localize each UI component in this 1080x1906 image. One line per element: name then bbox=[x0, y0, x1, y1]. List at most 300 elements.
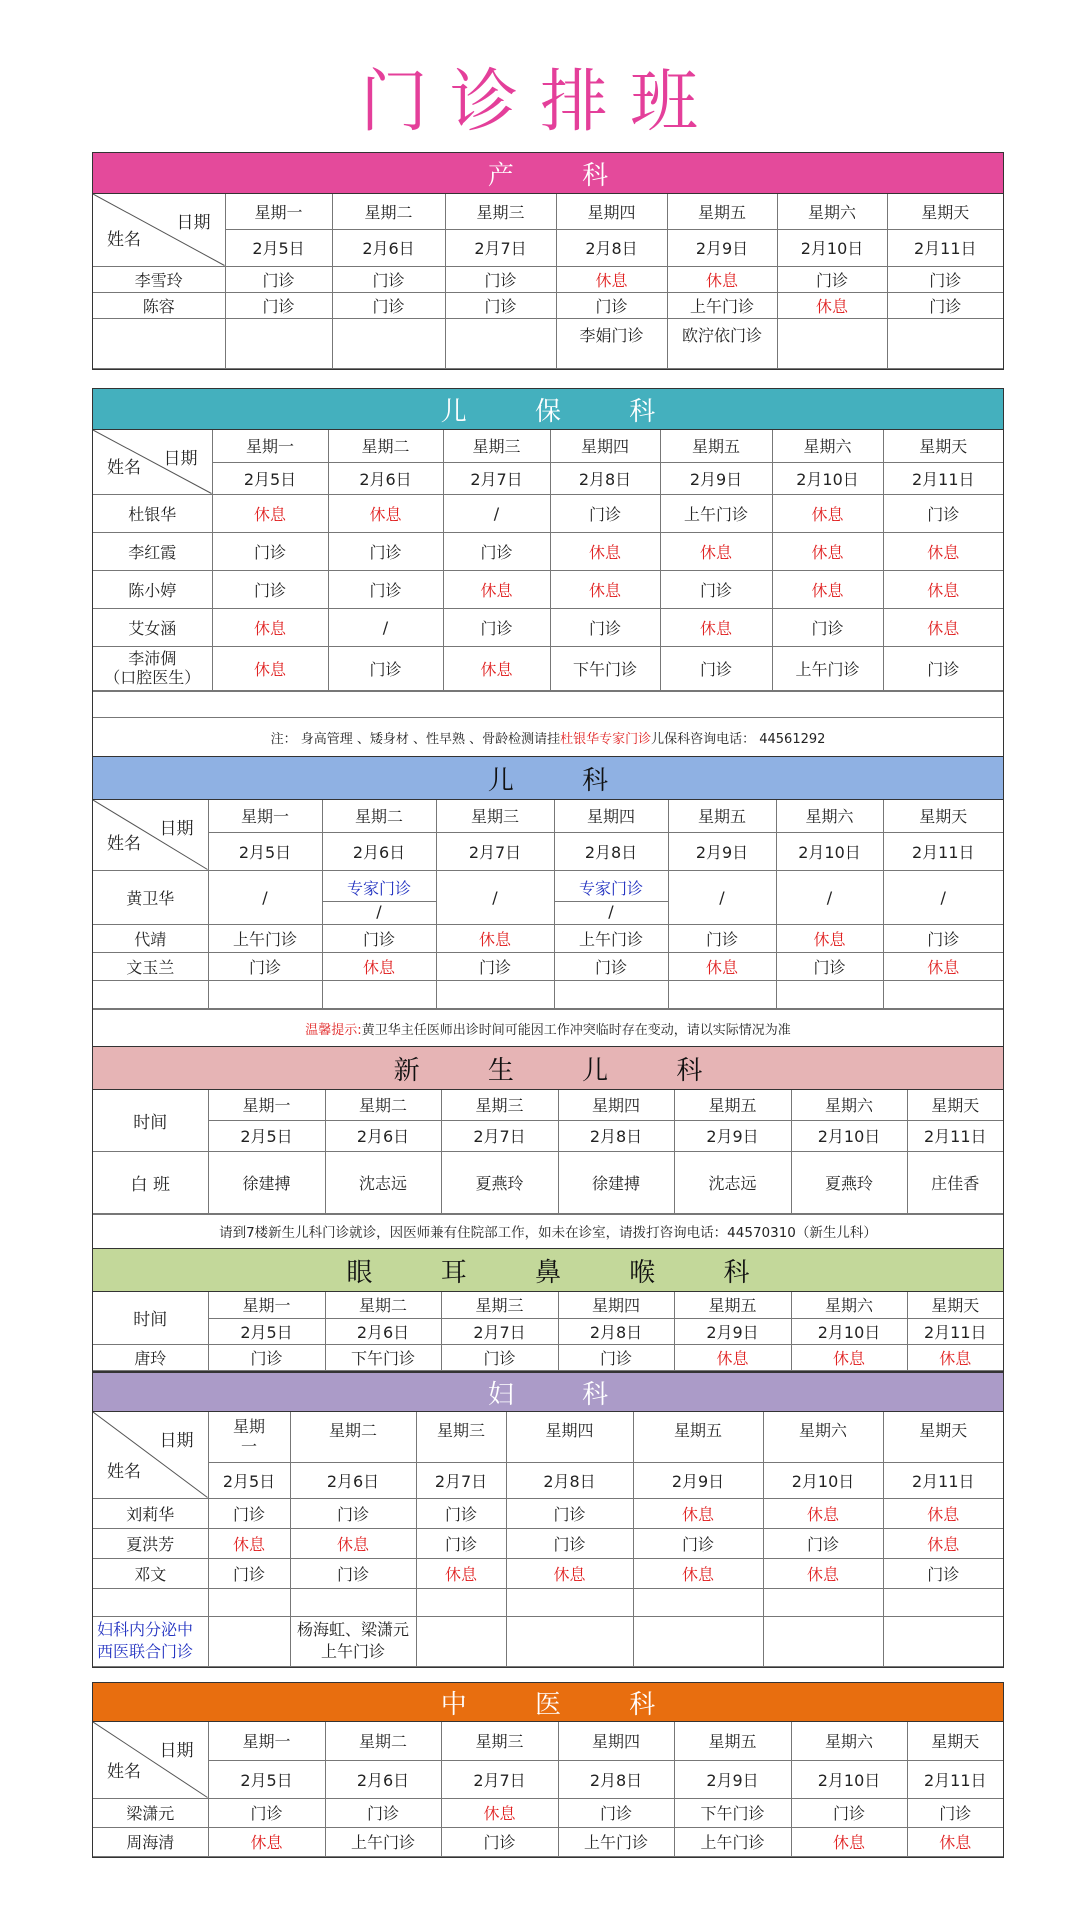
schedule-cell: 门诊 bbox=[883, 924, 1003, 952]
schedule-cell: 门诊 bbox=[212, 532, 328, 570]
schedule-cell: 门诊 bbox=[763, 1528, 883, 1558]
schedule-cell: 休息 bbox=[883, 570, 1003, 608]
date-header: 2月8日 bbox=[558, 1318, 674, 1344]
schedule-cell: 下午门诊 bbox=[674, 1798, 791, 1827]
weekday-header: 星期四 bbox=[506, 1412, 633, 1462]
schedule-cell: 上午门诊 bbox=[558, 1827, 674, 1856]
schedule-cell: 门诊 bbox=[441, 1344, 558, 1370]
schedule-cell: 门诊 bbox=[225, 292, 332, 318]
schedule-cell: 休息 bbox=[674, 1344, 791, 1370]
gynecology-title: 妇 科 bbox=[487, 1379, 639, 1410]
schedule-cell: 门诊 bbox=[328, 532, 443, 570]
schedule-cell: 门诊 bbox=[416, 1498, 506, 1528]
schedule-cell: 休息 bbox=[328, 494, 443, 532]
neonatal-table bbox=[93, 1090, 1003, 1214]
schedule-cell: 上午门诊 bbox=[660, 494, 772, 532]
date-name-header bbox=[93, 800, 208, 870]
weekday-header: 星期三 bbox=[416, 1412, 506, 1462]
ent-table bbox=[93, 1292, 1003, 1371]
schedule-cell: 门诊 bbox=[506, 1528, 633, 1558]
schedule-cell: 休息 bbox=[550, 532, 660, 570]
schedule-cell: 休息 bbox=[660, 532, 772, 570]
weekday-header: 星期天 bbox=[887, 194, 1003, 229]
date-header: 2月8日 bbox=[554, 832, 668, 870]
schedule-cell: 门诊 bbox=[907, 1798, 1003, 1827]
schedule-cell: 休息 bbox=[556, 266, 667, 292]
schedule-cell: 门诊 bbox=[445, 292, 556, 318]
schedule-cell: 休息 bbox=[633, 1498, 763, 1528]
weekday-header: 星期天 bbox=[907, 1722, 1003, 1760]
pediatrics-note: 温馨提示: 黄卫华主任医师出诊时间可能因工作冲突临时存在变动，请以实际情况为准 bbox=[93, 1009, 1003, 1047]
date-name-header bbox=[93, 1722, 208, 1798]
schedule-cell: 门诊 bbox=[550, 608, 660, 646]
table-row bbox=[93, 1588, 1003, 1616]
schedule-cell: 下午门诊 bbox=[325, 1344, 441, 1370]
schedule-cell: 门诊 bbox=[772, 608, 883, 646]
schedule-cell: 休息 bbox=[907, 1344, 1003, 1370]
table-row bbox=[93, 494, 1003, 532]
date-header: 2月10日 bbox=[791, 1318, 907, 1344]
schedule-cell: 门诊 bbox=[416, 1528, 506, 1558]
date-header: 2月6日 bbox=[290, 1462, 416, 1498]
weekday-header: 星期四 bbox=[558, 1090, 674, 1120]
date-label: 日期 bbox=[159, 1431, 194, 1451]
schedule-cell: 休息 bbox=[660, 608, 772, 646]
schedule-cell: 休息 bbox=[633, 1558, 763, 1588]
child-care-note: 注： 身高管理 、矮身材 、性早熟 、骨龄检测请挂 杜银华专家门诊 儿保科咨询电话： 44561292 bbox=[93, 717, 1003, 757]
date-header: 2月7日 bbox=[441, 1120, 558, 1151]
date-header: 2月8日 bbox=[556, 229, 667, 266]
weekday-header: 星期一 bbox=[208, 1292, 325, 1318]
weekday-header: 星期三 bbox=[441, 1292, 558, 1318]
schedule-cell: / bbox=[776, 870, 883, 924]
schedule-cell: 门诊 bbox=[883, 494, 1003, 532]
table-row bbox=[93, 1827, 1003, 1856]
date-name-header bbox=[93, 430, 212, 494]
date-label: 日期 bbox=[159, 1741, 194, 1761]
date-header: 2月11日 bbox=[887, 229, 1003, 266]
date-header: 2月6日 bbox=[325, 1318, 441, 1344]
schedule-cell: 门诊 bbox=[550, 494, 660, 532]
weekday-header: 星期五 bbox=[674, 1722, 791, 1760]
schedule-cell: 门诊 bbox=[325, 1798, 441, 1827]
schedule-cell: 门诊 bbox=[208, 952, 322, 980]
table-row bbox=[93, 1344, 1003, 1370]
table-row bbox=[93, 952, 1003, 980]
date-header: 2月10日 bbox=[763, 1462, 883, 1498]
weekday-header: 星期四 bbox=[556, 194, 667, 229]
date-header: 2月7日 bbox=[441, 1760, 558, 1798]
weekday-header: 星期五 bbox=[668, 800, 776, 832]
schedule-cell: 上午门诊 bbox=[674, 1827, 791, 1856]
date-header: 2月7日 bbox=[445, 229, 556, 266]
weekday-header: 星期一 bbox=[225, 194, 332, 229]
tcm-title: 中 医 科 bbox=[440, 1689, 686, 1720]
schedule-cell: 休息 bbox=[667, 266, 777, 292]
schedule-cell: 休息 bbox=[443, 646, 550, 690]
doctor-cell: 沈志远 bbox=[325, 1151, 441, 1213]
schedule-cell: 休息 bbox=[208, 1528, 290, 1558]
weekday-header: 星期四 bbox=[558, 1292, 674, 1318]
date-header: 2月11日 bbox=[883, 1462, 1003, 1498]
weekday-header: 星期 一 bbox=[208, 1412, 290, 1462]
date-header: 2月11日 bbox=[907, 1120, 1003, 1151]
pediatrics-title: 儿 科 bbox=[487, 765, 639, 796]
obstetrics-table bbox=[93, 194, 1003, 369]
doctor-name: 李沛倜 （口腔医生） bbox=[93, 646, 212, 690]
schedule-cell: 门诊 bbox=[328, 570, 443, 608]
doctor-name: 陈容 bbox=[93, 292, 225, 318]
schedule-cell: 门诊 bbox=[660, 646, 772, 690]
doctor-name: 文玉兰 bbox=[93, 952, 208, 980]
ent-section bbox=[92, 1248, 1004, 1372]
date-header: 2月10日 bbox=[772, 462, 883, 494]
schedule-cell: 门诊 bbox=[443, 532, 550, 570]
weekday-header: 星期五 bbox=[667, 194, 777, 229]
schedule-cell: 休息 bbox=[907, 1827, 1003, 1856]
date-header: 2月9日 bbox=[633, 1462, 763, 1498]
schedule-cell: 休息 bbox=[883, 1498, 1003, 1528]
date-header: 2月6日 bbox=[325, 1120, 441, 1151]
date-header: 2月6日 bbox=[322, 832, 436, 870]
spacer-row bbox=[93, 691, 1003, 717]
date-header: 2月9日 bbox=[674, 1760, 791, 1798]
schedule-cell: 门诊 bbox=[506, 1498, 633, 1528]
doctor-name: 李雪玲 bbox=[93, 266, 225, 292]
obstetrics-section bbox=[92, 152, 1004, 370]
schedule-cell: 门诊 bbox=[660, 570, 772, 608]
table-row bbox=[93, 1498, 1003, 1528]
weekday-header: 星期五 bbox=[674, 1292, 791, 1318]
schedule-cell: 休息 bbox=[208, 1827, 325, 1856]
schedule-cell: 休息 bbox=[416, 1558, 506, 1588]
schedule-cell: 门诊 bbox=[208, 1798, 325, 1827]
schedule-cell: 休息 bbox=[883, 532, 1003, 570]
schedule-cell: 门诊 bbox=[556, 292, 667, 318]
date-header: 2月5日 bbox=[208, 1318, 325, 1344]
schedule-cell: 上午门诊 bbox=[667, 292, 777, 318]
weekday-header: 星期四 bbox=[550, 430, 660, 462]
child-care-title: 儿 保 科 bbox=[440, 396, 686, 427]
date-header: 2月7日 bbox=[443, 462, 550, 494]
table-row bbox=[93, 608, 1003, 646]
time-label: 时间 bbox=[93, 1292, 208, 1344]
pediatrics-header bbox=[93, 756, 1003, 800]
doctor-name: 夏洪芳 bbox=[93, 1528, 208, 1558]
schedule-cell: 休息 bbox=[290, 1528, 416, 1558]
weekday-header: 星期六 bbox=[791, 1722, 907, 1760]
schedule-cell: 门诊 bbox=[558, 1344, 674, 1370]
schedule-cell: 门诊 bbox=[436, 952, 554, 980]
weekday-header: 星期天 bbox=[883, 800, 1003, 832]
extra-clinic: 欧泞依门诊 bbox=[667, 318, 777, 368]
schedule-cell: 上午门诊 bbox=[554, 924, 668, 952]
doctor-cell: 徐建搏 bbox=[558, 1151, 674, 1213]
schedule-cell: 门诊 bbox=[554, 952, 668, 980]
schedule-cell: 休息 bbox=[668, 952, 776, 980]
schedule-cell: 休息 bbox=[550, 570, 660, 608]
tcm-section bbox=[92, 1682, 1004, 1858]
schedule-cell: 门诊 bbox=[332, 266, 445, 292]
schedule-cell: 门诊 bbox=[445, 266, 556, 292]
date-name-header bbox=[93, 194, 225, 266]
schedule-cell: 门诊 bbox=[887, 266, 1003, 292]
child-care-section bbox=[92, 388, 1004, 758]
name-label: 姓名 bbox=[107, 1761, 141, 1782]
table-row bbox=[93, 1798, 1003, 1827]
weekday-header: 星期五 bbox=[674, 1090, 791, 1120]
weekday-header: 星期六 bbox=[777, 194, 887, 229]
ent-header bbox=[93, 1248, 1003, 1292]
extra-clinic: 李娟门诊 bbox=[556, 318, 667, 368]
schedule-cell: 休息 bbox=[883, 952, 1003, 980]
date-header: 2月6日 bbox=[332, 229, 445, 266]
date-header: 2月10日 bbox=[791, 1760, 907, 1798]
schedule-cell: 休息 bbox=[772, 570, 883, 608]
date-header: 2月5日 bbox=[208, 1120, 325, 1151]
date-header: 2月5日 bbox=[212, 462, 328, 494]
child-care-header bbox=[93, 388, 1003, 430]
schedule-cell: 上午门诊 bbox=[325, 1827, 441, 1856]
neonatal-note: 请到7楼新生儿科门诊就诊，因医师兼有住院部工作，如未在诊室，请拨打咨询电话：44570310（新生儿科） bbox=[93, 1214, 1003, 1248]
special-clinic-label: 妇科内分泌中 西医联合门诊 bbox=[93, 1616, 208, 1666]
gynecology-table bbox=[93, 1412, 1003, 1667]
date-label: 日期 bbox=[159, 819, 194, 839]
special-clinic-doctors: 杨海虹、梁潇元 上午门诊 bbox=[290, 1616, 416, 1666]
table-row bbox=[93, 980, 1003, 1008]
date-header: 2月9日 bbox=[660, 462, 772, 494]
schedule-cell: 门诊 bbox=[290, 1558, 416, 1588]
date-header: 2月8日 bbox=[558, 1120, 674, 1151]
schedule-cell: / bbox=[668, 870, 776, 924]
date-header: 2月5日 bbox=[225, 229, 332, 266]
date-header: 2月5日 bbox=[208, 1462, 290, 1498]
date-header: 2月8日 bbox=[558, 1760, 674, 1798]
neonatal-header bbox=[93, 1046, 1003, 1090]
schedule-cell: 门诊 bbox=[776, 952, 883, 980]
doctor-name: 周海清 bbox=[93, 1827, 208, 1856]
schedule-cell: 休息 bbox=[776, 924, 883, 952]
schedule-cell: 休息 bbox=[763, 1558, 883, 1588]
schedule-cell: 门诊 bbox=[208, 1558, 290, 1588]
weekday-header: 星期一 bbox=[208, 1722, 325, 1760]
table-row bbox=[93, 924, 1003, 952]
table-row bbox=[93, 318, 1003, 368]
schedule-cell: 门诊 bbox=[322, 924, 436, 952]
table-row bbox=[93, 646, 1003, 690]
date-header: 2月6日 bbox=[325, 1760, 441, 1798]
table-row bbox=[93, 532, 1003, 570]
weekday-header: 星期六 bbox=[772, 430, 883, 462]
gynecology-section bbox=[92, 1372, 1004, 1668]
schedule-cell: 休息 bbox=[763, 1498, 883, 1528]
shift-label: 白 班 bbox=[93, 1151, 208, 1213]
pediatrics-table bbox=[93, 800, 1003, 1009]
schedule-cell: 休息 bbox=[883, 608, 1003, 646]
doctor-cell: 夏燕玲 bbox=[441, 1151, 558, 1213]
weekday-header: 星期三 bbox=[443, 430, 550, 462]
schedule-cell: 下午门诊 bbox=[550, 646, 660, 690]
table-row bbox=[93, 292, 1003, 318]
obstetrics-title: 产 科 bbox=[487, 160, 639, 191]
schedule-cell: / bbox=[208, 870, 322, 924]
weekday-header: 星期二 bbox=[325, 1090, 441, 1120]
schedule-cell: 门诊 bbox=[290, 1498, 416, 1528]
schedule-cell: 休息 bbox=[443, 570, 550, 608]
table-row bbox=[93, 570, 1003, 608]
date-header: 2月10日 bbox=[791, 1120, 907, 1151]
weekday-header: 星期二 bbox=[325, 1292, 441, 1318]
schedule-cell: / bbox=[436, 870, 554, 924]
neonatal-section bbox=[92, 1046, 1004, 1249]
doctor-name: 唐玲 bbox=[93, 1344, 208, 1370]
schedule-cell: 门诊 bbox=[883, 646, 1003, 690]
time-label: 时间 bbox=[93, 1090, 208, 1151]
schedule-cell: 门诊 bbox=[633, 1528, 763, 1558]
name-label: 姓名 bbox=[107, 833, 141, 854]
schedule-cell: 门诊 bbox=[441, 1827, 558, 1856]
page-title: 门诊排班 bbox=[359, 63, 720, 142]
schedule-cell: / bbox=[328, 608, 443, 646]
date-header: 2月10日 bbox=[777, 229, 887, 266]
tcm-table bbox=[93, 1722, 1003, 1857]
date-header: 2月7日 bbox=[436, 832, 554, 870]
date-header: 2月11日 bbox=[883, 462, 1003, 494]
date-header: 2月9日 bbox=[674, 1318, 791, 1344]
table-row bbox=[93, 870, 1003, 924]
schedule-cell: 休息 bbox=[772, 494, 883, 532]
weekday-header: 星期六 bbox=[791, 1292, 907, 1318]
date-header: 2月10日 bbox=[776, 832, 883, 870]
doctor-cell: 庄佳香 bbox=[907, 1151, 1003, 1213]
table-row bbox=[93, 1616, 1003, 1666]
schedule-cell: 门诊 bbox=[883, 1558, 1003, 1588]
doctor-cell: 沈志远 bbox=[674, 1151, 791, 1213]
date-header: 2月8日 bbox=[506, 1462, 633, 1498]
weekday-header: 星期六 bbox=[763, 1412, 883, 1462]
weekday-header: 星期三 bbox=[441, 1722, 558, 1760]
date-header: 2月9日 bbox=[667, 229, 777, 266]
weekday-header: 星期二 bbox=[332, 194, 445, 229]
date-header: 2月5日 bbox=[208, 1760, 325, 1798]
child-care-table bbox=[93, 430, 1003, 691]
weekday-header: 星期五 bbox=[660, 430, 772, 462]
doctor-name: 黄卫华 bbox=[93, 870, 208, 924]
date-name-header bbox=[93, 1412, 208, 1498]
weekday-header: 星期四 bbox=[558, 1722, 674, 1760]
doctor-name: 梁潇元 bbox=[93, 1798, 208, 1827]
weekday-header: 星期天 bbox=[907, 1292, 1003, 1318]
date-header: 2月7日 bbox=[416, 1462, 506, 1498]
date-label: 日期 bbox=[163, 449, 198, 469]
schedule-cell: 休息 bbox=[772, 532, 883, 570]
weekday-header: 星期三 bbox=[441, 1090, 558, 1120]
schedule-cell: 门诊 bbox=[791, 1798, 907, 1827]
schedule-cell: 门诊 bbox=[332, 292, 445, 318]
schedule-cell: 休息 bbox=[791, 1827, 907, 1856]
schedule-cell: 休息 bbox=[791, 1344, 907, 1370]
schedule-cell: 休息 bbox=[436, 924, 554, 952]
weekday-header: 星期二 bbox=[328, 430, 443, 462]
weekday-header: 星期二 bbox=[290, 1412, 416, 1462]
schedule-cell: 门诊 bbox=[443, 608, 550, 646]
doctor-name: 李红霞 bbox=[93, 532, 212, 570]
date-header: 2月11日 bbox=[907, 1318, 1003, 1344]
weekday-header: 星期二 bbox=[322, 800, 436, 832]
weekday-header: 星期三 bbox=[445, 194, 556, 229]
schedule-cell: / bbox=[883, 870, 1003, 924]
schedule-cell: 门诊 bbox=[887, 292, 1003, 318]
schedule-cell: 门诊 bbox=[208, 1344, 325, 1370]
weekday-header: 星期五 bbox=[633, 1412, 763, 1462]
date-label: 日期 bbox=[176, 213, 211, 233]
ent-title: 眼 耳 鼻 喉 科 bbox=[346, 1257, 780, 1288]
doctor-name: 刘莉华 bbox=[93, 1498, 208, 1528]
weekday-header: 星期一 bbox=[208, 1090, 325, 1120]
schedule-cell: 休息 bbox=[777, 292, 887, 318]
schedule-cell: / bbox=[443, 494, 550, 532]
doctor-name: 艾女涵 bbox=[93, 608, 212, 646]
schedule-cell: 休息 bbox=[883, 1528, 1003, 1558]
obstetrics-header bbox=[93, 152, 1003, 194]
schedule-cell: 门诊 bbox=[212, 570, 328, 608]
weekday-header: 星期一 bbox=[212, 430, 328, 462]
tcm-header bbox=[93, 1682, 1003, 1722]
schedule-cell: 休息 bbox=[506, 1558, 633, 1588]
schedule-cell: 上午门诊 bbox=[772, 646, 883, 690]
schedule-cell: 休息 bbox=[212, 608, 328, 646]
table-row bbox=[93, 1151, 1003, 1213]
doctor-name: 陈小婷 bbox=[93, 570, 212, 608]
date-header: 2月11日 bbox=[883, 832, 1003, 870]
date-header: 2月8日 bbox=[550, 462, 660, 494]
weekday-header: 星期天 bbox=[883, 1412, 1003, 1462]
date-header: 2月9日 bbox=[674, 1120, 791, 1151]
table-row bbox=[93, 1558, 1003, 1588]
schedule-cell: 休息 bbox=[212, 646, 328, 690]
schedule-cell: 门诊 bbox=[328, 646, 443, 690]
neonatal-title: 新 生 儿 科 bbox=[393, 1055, 733, 1086]
weekday-header: 星期三 bbox=[436, 800, 554, 832]
name-label: 姓名 bbox=[107, 229, 141, 250]
weekday-header: 星期天 bbox=[907, 1090, 1003, 1120]
schedule-cell: 休息 bbox=[212, 494, 328, 532]
weekday-header: 星期二 bbox=[325, 1722, 441, 1760]
schedule-cell: 休息 bbox=[441, 1798, 558, 1827]
doctor-cell: 夏燕玲 bbox=[791, 1151, 907, 1213]
date-header: 2月6日 bbox=[328, 462, 443, 494]
doctor-name: 代靖 bbox=[93, 924, 208, 952]
weekday-header: 星期天 bbox=[883, 430, 1003, 462]
weekday-header: 星期四 bbox=[554, 800, 668, 832]
schedule-cell: 门诊 bbox=[225, 266, 332, 292]
date-header: 2月7日 bbox=[441, 1318, 558, 1344]
schedule-cell: 专家门诊 / bbox=[554, 870, 668, 924]
doctor-name: 邓文 bbox=[93, 1558, 208, 1588]
name-label: 姓名 bbox=[107, 1461, 141, 1482]
date-header: 2月5日 bbox=[208, 832, 322, 870]
table-row bbox=[93, 266, 1003, 292]
schedule-cell: 休息 bbox=[322, 952, 436, 980]
date-header: 2月11日 bbox=[907, 1760, 1003, 1798]
schedule-cell: 门诊 bbox=[777, 266, 887, 292]
doctor-name: 杜银华 bbox=[93, 494, 212, 532]
schedule-cell: 门诊 bbox=[668, 924, 776, 952]
weekday-header: 星期六 bbox=[776, 800, 883, 832]
gynecology-header bbox=[93, 1372, 1003, 1412]
table-row bbox=[93, 1528, 1003, 1558]
weekday-header: 星期六 bbox=[791, 1090, 907, 1120]
